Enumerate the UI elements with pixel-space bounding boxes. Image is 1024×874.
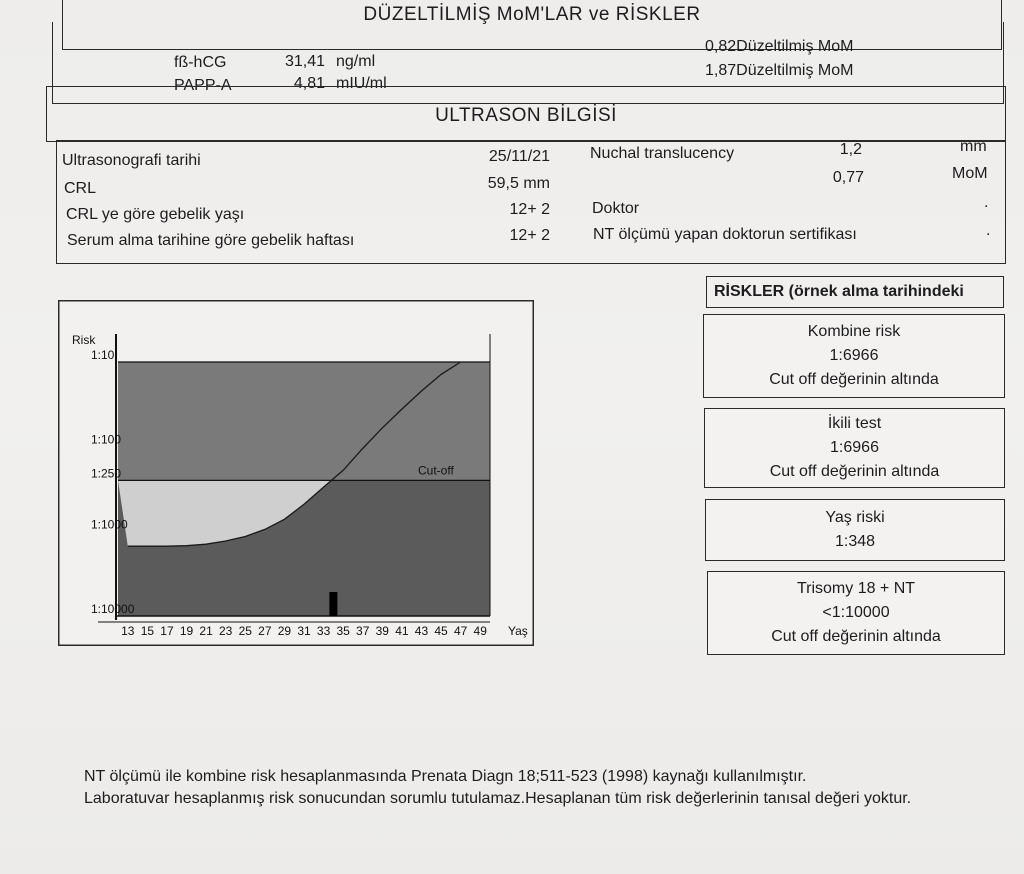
risks-header: RİSKLER (örnek alma tarihindeki: [714, 283, 964, 300]
us-doctor-label: Doktor: [592, 200, 640, 217]
x-tick-label: 33: [316, 624, 331, 638]
us-doctor-value: .: [984, 194, 989, 211]
x-tick-label: 25: [238, 624, 252, 638]
mom-analyte-value: 4,81: [293, 75, 325, 92]
x-tick-label: 39: [375, 624, 389, 638]
x-tick-label: 15: [140, 624, 155, 638]
x-tick-label: 19: [179, 624, 194, 638]
mom-title: DÜZELTİLMİŞ MoM'LAR ve RİSKLER: [363, 4, 701, 25]
risk-box-combined: [703, 314, 1005, 398]
us-cert-label: NT ölçümü yapan doktorun sertifikası: [593, 226, 857, 243]
us-date-label: Ultrasonografi tarihi: [62, 152, 201, 169]
us-nt-unit: mm: [960, 138, 987, 155]
us-ga-crl-value: 12+ 2: [509, 201, 550, 218]
x-tick-label: 43: [414, 624, 429, 638]
y-tick-label: 1:10: [91, 348, 115, 362]
y-tick-label: 1:100: [91, 432, 122, 447]
us-cert-value: .: [986, 222, 991, 239]
mom-analyte-value: 31,41: [284, 53, 325, 70]
risk-box-value: 1:6966: [829, 347, 879, 364]
risk-box-note: Cut off değerinin altında: [769, 371, 939, 388]
risk-box-note: Cut off değerinin altında: [771, 628, 941, 645]
us-crl-label: CRL: [64, 180, 97, 197]
cutoff-label: Cut-off: [418, 463, 454, 478]
x-tick-label: 45: [434, 624, 448, 638]
x-tick-label: 31: [297, 624, 311, 638]
mom-analyte-unit: mIU/ml: [336, 75, 387, 92]
ultrasound-title: ULTRASON BİLGİSİ: [435, 105, 617, 126]
mom-corrected-value: 0,82Düzeltilmiş MoM: [705, 38, 854, 55]
x-tick-label: 47: [453, 624, 468, 638]
footer-line-2: Laboratuvar hesaplanmış risk sonucundan sorumlu tutulamaz.Hesaplanan tüm risk değerlerinin tanısal değeri yoktur.: [84, 790, 912, 807]
y-axis-label: Risk: [72, 333, 96, 347]
patient-age-marker: [329, 592, 337, 616]
age-risk-chart: [58, 300, 534, 646]
x-tick-label: 23: [219, 624, 233, 638]
x-tick-label: 35: [336, 624, 350, 638]
us-ga-serum-value: 12+ 2: [509, 227, 550, 244]
footer-line-1: NT ölçümü ile kombine risk hesaplanmasında Prenata Diagn 18;511-523 (1998) kaynağı kullanılmıştır.: [84, 768, 807, 785]
risk-box-note: Cut off değerinin altında: [769, 463, 940, 480]
x-tick-label: 13: [121, 624, 135, 638]
us-nt-label: Nuchal translucency: [590, 145, 735, 162]
x-tick-label: 49: [473, 624, 487, 638]
risk-box-age: [705, 499, 1005, 561]
y-tick-label: 1:10000: [91, 602, 135, 616]
x-tick-label: 37: [356, 624, 370, 638]
mom-corrected-value: 1,87Düzeltilmiş MoM: [705, 62, 854, 79]
x-tick-label: 17: [160, 624, 174, 638]
risk-box-title: Yaş riski: [825, 509, 885, 526]
us-date-value: 25/11/21: [488, 148, 550, 165]
risk-box-value: <1:10000: [822, 604, 890, 621]
y-tick-label: 1:1000: [91, 517, 128, 532]
risk-box-title: İkili test: [827, 415, 882, 432]
x-tick-label: 21: [199, 624, 213, 638]
us-nt-value: 1,2: [839, 141, 862, 158]
mom-analyte-unit: ng/ml: [336, 53, 376, 70]
mom-analyte-name: PAPP-A: [174, 77, 232, 94]
us-nt-mom-unit: MoM: [952, 165, 988, 182]
us-ga-crl-label: CRL ye göre gebelik yaşı: [66, 206, 245, 223]
x-tick-label: 29: [277, 624, 292, 638]
mom-analyte-name: fß-hCG: [174, 54, 227, 71]
x-axis-label: Yaş: [508, 624, 528, 638]
x-tick-label: 41: [395, 624, 409, 638]
us-crl-value: 59,5 mm: [487, 175, 550, 192]
risk-box-value: 1:6966: [830, 439, 879, 456]
y-tick-label: 1:250: [91, 466, 122, 481]
risk-box-trisomy18: [707, 571, 1005, 655]
risk-box-title: Kombine risk: [807, 323, 901, 340]
x-tick-label: 27: [258, 624, 272, 638]
risk-box-value: 1:348: [834, 533, 876, 550]
us-ga-serum-label: Serum alma tarihine göre gebelik haftası: [67, 232, 355, 249]
us-nt-mom-value: 0,77: [832, 169, 864, 186]
risk-box-double-test: [704, 408, 1005, 488]
risk-box-title: Trisomy 18 + NT: [796, 580, 916, 597]
